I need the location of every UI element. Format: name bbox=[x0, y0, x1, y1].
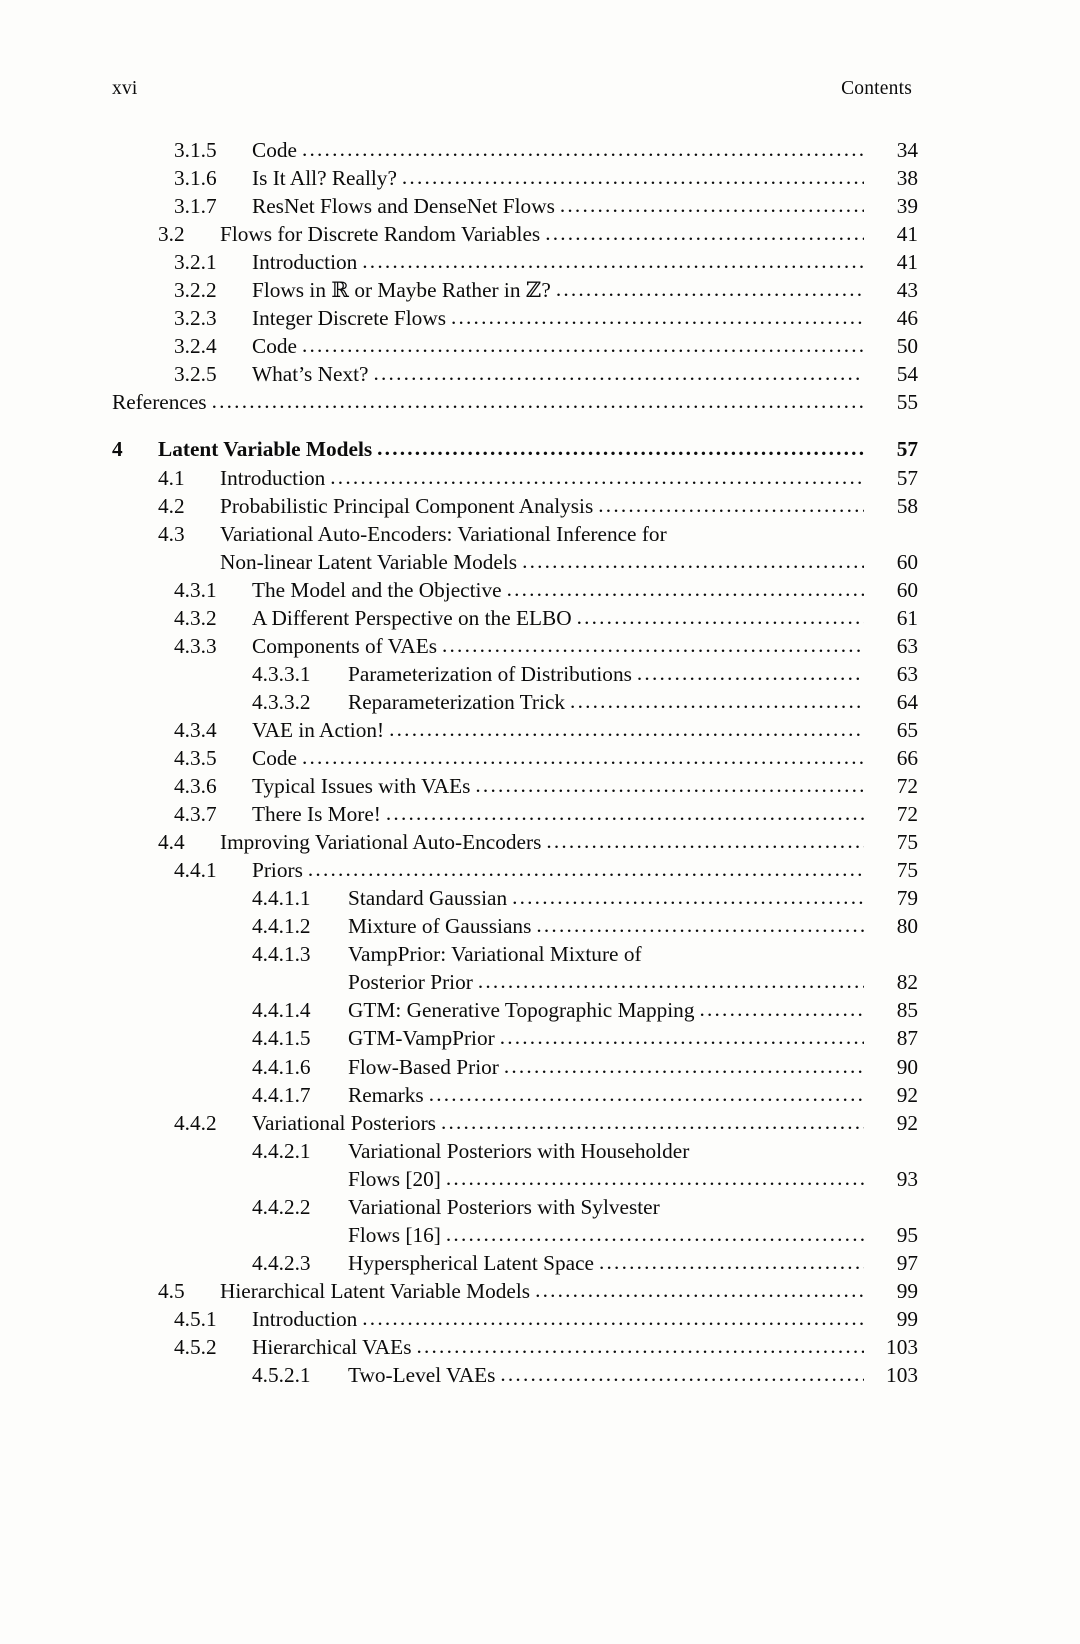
toc-entry-number: 3.1.7 bbox=[174, 194, 217, 219]
toc-page-number: 92 bbox=[896, 1110, 918, 1135]
toc-entry-title: GTM: Generative Topographic Mapping bbox=[348, 998, 695, 1023]
toc-entry[interactable] bbox=[112, 1081, 918, 1109]
toc-page-number: 61 bbox=[896, 605, 918, 630]
toc-leader-dots bbox=[330, 463, 864, 491]
toc-leader-dots bbox=[451, 303, 864, 331]
toc-entry-title: Introduction bbox=[252, 250, 358, 275]
toc-page-number: 99 bbox=[896, 1306, 918, 1331]
toc-entry-title: Introduction bbox=[252, 1306, 358, 1331]
toc-entry-number: 4.1 bbox=[158, 465, 185, 490]
toc-entry[interactable] bbox=[112, 136, 918, 164]
toc-page-number: 72 bbox=[896, 774, 918, 799]
toc-entry[interactable] bbox=[112, 276, 918, 304]
toc-entry[interactable] bbox=[112, 192, 918, 220]
toc-entry-title: VAE in Action! bbox=[252, 717, 385, 742]
toc-entry[interactable] bbox=[112, 360, 918, 388]
toc-entry[interactable] bbox=[112, 828, 918, 856]
toc-page-number: 43 bbox=[896, 278, 918, 303]
toc-page-number: 63 bbox=[896, 633, 918, 658]
toc-entry-number: 3.1.5 bbox=[174, 138, 217, 162]
toc-entry-title: Mixture of Gaussians bbox=[348, 914, 532, 939]
toc-page-number: 75 bbox=[896, 858, 918, 883]
toc-leader-dots bbox=[500, 1023, 864, 1051]
toc-entry-number: 4.4.2.1 bbox=[252, 1138, 311, 1163]
toc-entry-number: 4.3.6 bbox=[174, 774, 217, 799]
toc-entry-number: 4.4.1.2 bbox=[252, 914, 311, 939]
toc-entry-title: Typical Issues with VAEs bbox=[252, 774, 471, 799]
toc-entry-title: Parameterization of Distributions bbox=[348, 661, 632, 686]
toc-leader-dots bbox=[362, 1304, 864, 1332]
toc-entry-title: Integer Discrete Flows bbox=[252, 306, 446, 331]
toc-entry-number: 4.5 bbox=[158, 1278, 185, 1303]
toc-entry-number: 4.5.2.1 bbox=[252, 1363, 311, 1388]
toc-entry-title: Variational Posteriors with Sylvester bbox=[348, 1194, 660, 1219]
toc-entry-title: References bbox=[112, 390, 207, 415]
toc-entry-title: Components of VAEs bbox=[252, 633, 437, 658]
toc-entry-title: Variational Auto-Encoders: Variational Inference for bbox=[220, 521, 667, 546]
toc-entry-number: 4.3.2 bbox=[174, 605, 217, 630]
toc-leader-dots bbox=[442, 631, 864, 659]
toc-leader-dots bbox=[546, 827, 864, 855]
toc-entry-title: Probabilistic Principal Component Analysis bbox=[220, 493, 594, 518]
toc-entry[interactable] bbox=[112, 304, 918, 332]
toc-entry-title: Code bbox=[252, 334, 297, 359]
toc-entry-number: 4.4.2 bbox=[174, 1110, 217, 1135]
toc-entry-number: 4.4 bbox=[158, 830, 185, 855]
toc-entry-number: 3.2 bbox=[158, 222, 185, 247]
toc-page-number: 92 bbox=[896, 1082, 918, 1107]
toc-leader-dots bbox=[212, 387, 864, 415]
toc-entry[interactable] bbox=[112, 940, 918, 968]
toc-leader-dots bbox=[599, 1248, 864, 1276]
toc-page-number: 63 bbox=[896, 661, 918, 686]
toc-page-number: 66 bbox=[896, 745, 918, 770]
toc-page-number: 60 bbox=[896, 549, 918, 574]
toc-entry-number: 3.2.4 bbox=[174, 334, 217, 359]
toc-leader-dots bbox=[302, 743, 864, 771]
toc-entry[interactable] bbox=[112, 464, 918, 492]
toc-entry-number: 4.5.1 bbox=[174, 1306, 217, 1331]
toc-entry-number: 3.2.2 bbox=[174, 278, 217, 303]
toc-leader-dots bbox=[478, 967, 864, 995]
toc-entry-title: Is It All? Really? bbox=[252, 166, 397, 191]
toc-leader-dots bbox=[512, 883, 864, 911]
toc-entry-number: 4.3.3.2 bbox=[252, 689, 311, 714]
toc-leader-dots bbox=[389, 715, 864, 743]
toc-leader-dots bbox=[429, 1080, 864, 1108]
toc-entry-title: There Is More! bbox=[252, 802, 381, 827]
toc-entry[interactable] bbox=[112, 520, 918, 548]
toc-entry-title: Hyperspherical Latent Space bbox=[348, 1250, 594, 1275]
toc-entry[interactable] bbox=[112, 744, 918, 772]
toc-entry-title: Code bbox=[252, 745, 297, 770]
toc-entry-number: 3.2.3 bbox=[174, 306, 217, 331]
running-head-title: Contents bbox=[841, 78, 912, 99]
toc-leader-dots bbox=[556, 275, 864, 303]
toc-entry-number: 4.3.3.1 bbox=[252, 661, 311, 686]
toc-entry-number: 4.3.4 bbox=[174, 717, 217, 742]
toc-leader-dots bbox=[598, 491, 864, 519]
toc-entry-title-wrapped: Non-linear Latent Variable Models bbox=[220, 549, 518, 574]
toc-page-number: 90 bbox=[896, 1054, 918, 1079]
toc-entry[interactable] bbox=[112, 1305, 918, 1333]
toc-entry[interactable] bbox=[112, 660, 918, 688]
toc-entry[interactable] bbox=[112, 772, 918, 800]
toc-page-number: 50 bbox=[896, 334, 918, 359]
toc-entry[interactable] bbox=[112, 1137, 918, 1165]
toc-leader-dots bbox=[308, 855, 864, 883]
toc-entry-number: 4.3.3 bbox=[174, 633, 217, 658]
toc-leader-dots bbox=[374, 359, 865, 387]
toc-page-number: 55 bbox=[896, 390, 918, 415]
toc-leader-dots bbox=[504, 1052, 864, 1080]
toc-entry-title: Remarks bbox=[348, 1082, 424, 1107]
toc-entry-number: 4.4.1.5 bbox=[252, 1026, 311, 1051]
toc-entry-number: 4.5.2 bbox=[174, 1334, 217, 1359]
toc-entry-title: Standard Gaussian bbox=[348, 886, 508, 911]
toc-page-number: 87 bbox=[896, 1026, 918, 1051]
toc-page-number: 75 bbox=[896, 830, 918, 855]
toc-entry[interactable] bbox=[112, 1193, 918, 1221]
toc-page-number: 79 bbox=[896, 886, 918, 911]
toc-entry-continuation[interactable] bbox=[112, 1165, 918, 1193]
toc-leader-dots bbox=[536, 911, 864, 939]
toc-page-number: 65 bbox=[896, 717, 918, 742]
toc-leader-dots bbox=[535, 1276, 864, 1304]
toc-entry[interactable] bbox=[112, 604, 918, 632]
toc-entry-title: Flow-Based Prior bbox=[348, 1054, 499, 1079]
toc-entry[interactable] bbox=[112, 1277, 918, 1305]
toc-entry-number: 4.4.2.2 bbox=[252, 1194, 311, 1219]
toc-leader-dots bbox=[386, 799, 864, 827]
toc-entry-title: Flows in ℝ or Maybe Rather in ℤ? bbox=[252, 278, 551, 303]
toc-page-number: 72 bbox=[896, 802, 918, 827]
toc-entry-title: Hierarchical VAEs bbox=[252, 1334, 412, 1359]
running-head bbox=[112, 78, 912, 100]
toc-entry-title: Improving Variational Auto-Encoders bbox=[220, 830, 542, 855]
toc-entry-continuation[interactable] bbox=[112, 548, 918, 576]
toc-entry[interactable] bbox=[112, 884, 918, 912]
toc-entry-title: A Different Perspective on the ELBO bbox=[252, 605, 572, 630]
toc-entry-number: 4.4.1.3 bbox=[252, 942, 311, 967]
toc-page-number: 85 bbox=[896, 998, 918, 1023]
toc-leader-dots bbox=[416, 1332, 864, 1360]
toc-entry-number: 4.4.1.6 bbox=[252, 1054, 311, 1079]
toc-page-number: 34 bbox=[896, 138, 918, 162]
toc-entry[interactable] bbox=[112, 220, 918, 248]
toc-page-number: 93 bbox=[896, 1166, 918, 1191]
toc-leader-dots bbox=[302, 135, 864, 163]
toc-entry-continuation[interactable] bbox=[112, 968, 918, 996]
toc-page-number: 97 bbox=[896, 1250, 918, 1275]
toc-entry-title: Two-Level VAEs bbox=[348, 1363, 496, 1388]
toc-page-number: 57 bbox=[896, 465, 918, 490]
toc-entry-number: 3.2.5 bbox=[174, 362, 217, 387]
toc-entry-title: VampPrior: Variational Mixture of bbox=[348, 942, 642, 967]
toc-page-number: 64 bbox=[896, 689, 918, 714]
toc-leader-dots bbox=[475, 771, 864, 799]
toc-entry[interactable] bbox=[112, 800, 918, 828]
toc-entry-title: Code bbox=[252, 138, 297, 162]
toc-entry-title: The Model and the Objective bbox=[252, 577, 502, 602]
toc-page-number: 80 bbox=[896, 914, 918, 939]
toc-entry-title-wrapped: Flows [16] bbox=[348, 1222, 441, 1247]
toc-entry-number: 4.4.1 bbox=[174, 858, 217, 883]
toc-entry-number: 4.4.2.3 bbox=[252, 1250, 311, 1275]
toc-entry-title: ResNet Flows and DenseNet Flows bbox=[252, 194, 555, 219]
toc-entry-number: 4.4.1.1 bbox=[252, 886, 311, 911]
toc-page-number: 60 bbox=[896, 577, 918, 602]
toc-entry[interactable] bbox=[112, 248, 918, 276]
toc-page-number: 41 bbox=[896, 222, 918, 247]
toc-entry[interactable] bbox=[112, 388, 918, 416]
toc-leader-dots bbox=[500, 1360, 864, 1388]
toc-entry-number: 4.4.1.7 bbox=[252, 1082, 311, 1107]
toc-entry-number: 4.3.5 bbox=[174, 745, 217, 770]
table-of-contents bbox=[112, 136, 918, 1389]
toc-page-number: 57 bbox=[896, 437, 918, 462]
toc-leader-dots bbox=[402, 163, 864, 191]
toc-entry-title: Hierarchical Latent Variable Models bbox=[220, 1278, 531, 1303]
toc-page-number: 103 bbox=[886, 1334, 918, 1359]
page-folio: xvi bbox=[112, 78, 138, 99]
toc-entry-title: Introduction bbox=[220, 465, 326, 490]
toc-leader-dots bbox=[637, 659, 864, 687]
toc-page-number: 39 bbox=[896, 194, 918, 219]
toc-entry-number: 3.1.6 bbox=[174, 166, 217, 191]
toc-page-number: 82 bbox=[896, 970, 918, 995]
toc-entry-title: GTM-VampPrior bbox=[348, 1026, 495, 1051]
toc-entry[interactable] bbox=[112, 164, 918, 192]
toc-entry[interactable] bbox=[112, 1333, 918, 1361]
toc-page-number: 103 bbox=[886, 1363, 918, 1388]
toc-entry-title: Variational Posteriors bbox=[252, 1110, 436, 1135]
toc-entry-title: Priors bbox=[252, 858, 303, 883]
toc-leader-dots bbox=[570, 687, 864, 715]
toc-page-number: 95 bbox=[896, 1222, 918, 1247]
toc-page-number: 41 bbox=[896, 250, 918, 275]
toc-entry-title: Flows for Discrete Random Variables bbox=[220, 222, 541, 247]
toc-entry-number: 4.3.7 bbox=[174, 802, 217, 827]
toc-entry[interactable] bbox=[112, 632, 918, 660]
toc-leader-dots bbox=[699, 995, 864, 1023]
toc-entry-number: 4 bbox=[112, 437, 123, 462]
toc-entry-title-wrapped: Posterior Prior bbox=[348, 970, 473, 995]
toc-entry-number: 3.2.1 bbox=[174, 250, 217, 275]
toc-leader-dots bbox=[302, 331, 864, 359]
toc-entry[interactable] bbox=[112, 912, 918, 940]
toc-entry-title: Latent Variable Models bbox=[158, 437, 373, 462]
toc-entry-continuation[interactable] bbox=[112, 1221, 918, 1249]
toc-entry[interactable] bbox=[112, 435, 918, 463]
toc-leader-dots bbox=[446, 1164, 864, 1192]
toc-leader-dots bbox=[507, 575, 864, 603]
toc-leader-dots bbox=[545, 219, 864, 247]
toc-page-number: 38 bbox=[896, 166, 918, 191]
toc-entry[interactable] bbox=[112, 1053, 918, 1081]
toc-leader-dots bbox=[446, 1220, 864, 1248]
toc-entry-number: 4.3 bbox=[158, 521, 185, 546]
toc-page-number: 99 bbox=[896, 1278, 918, 1303]
toc-entry[interactable] bbox=[112, 1249, 918, 1277]
toc-leader-dots bbox=[377, 434, 864, 462]
toc-leader-dots bbox=[441, 1108, 864, 1136]
toc-entry-title: Variational Posteriors with Householder bbox=[348, 1138, 690, 1163]
toc-entry-title-wrapped: Flows [20] bbox=[348, 1166, 441, 1191]
toc-entry[interactable] bbox=[112, 576, 918, 604]
toc-entry-number: 4.4.1.4 bbox=[252, 998, 311, 1023]
toc-entry[interactable] bbox=[112, 688, 918, 716]
toc-entry-number: 4.2 bbox=[158, 493, 185, 518]
toc-entry[interactable] bbox=[112, 1109, 918, 1137]
toc-entry[interactable] bbox=[112, 1024, 918, 1052]
toc-leader-dots bbox=[362, 247, 864, 275]
toc-leader-dots bbox=[577, 603, 864, 631]
toc-leader-dots bbox=[522, 547, 864, 575]
toc-entry[interactable] bbox=[112, 1361, 918, 1389]
toc-entry[interactable] bbox=[112, 716, 918, 744]
toc-page-number: 58 bbox=[896, 493, 918, 518]
toc-entry[interactable] bbox=[112, 332, 918, 360]
toc-entry[interactable] bbox=[112, 996, 918, 1024]
toc-entry-title: Reparameterization Trick bbox=[348, 689, 566, 714]
toc-page-number: 54 bbox=[896, 362, 918, 387]
toc-entry[interactable] bbox=[112, 856, 918, 884]
toc-leader-dots bbox=[560, 191, 864, 219]
toc-page-number: 46 bbox=[896, 306, 918, 331]
toc-entry-number: 4.3.1 bbox=[174, 577, 217, 602]
toc-entry-title: What’s Next? bbox=[252, 362, 369, 387]
toc-entry[interactable] bbox=[112, 492, 918, 520]
